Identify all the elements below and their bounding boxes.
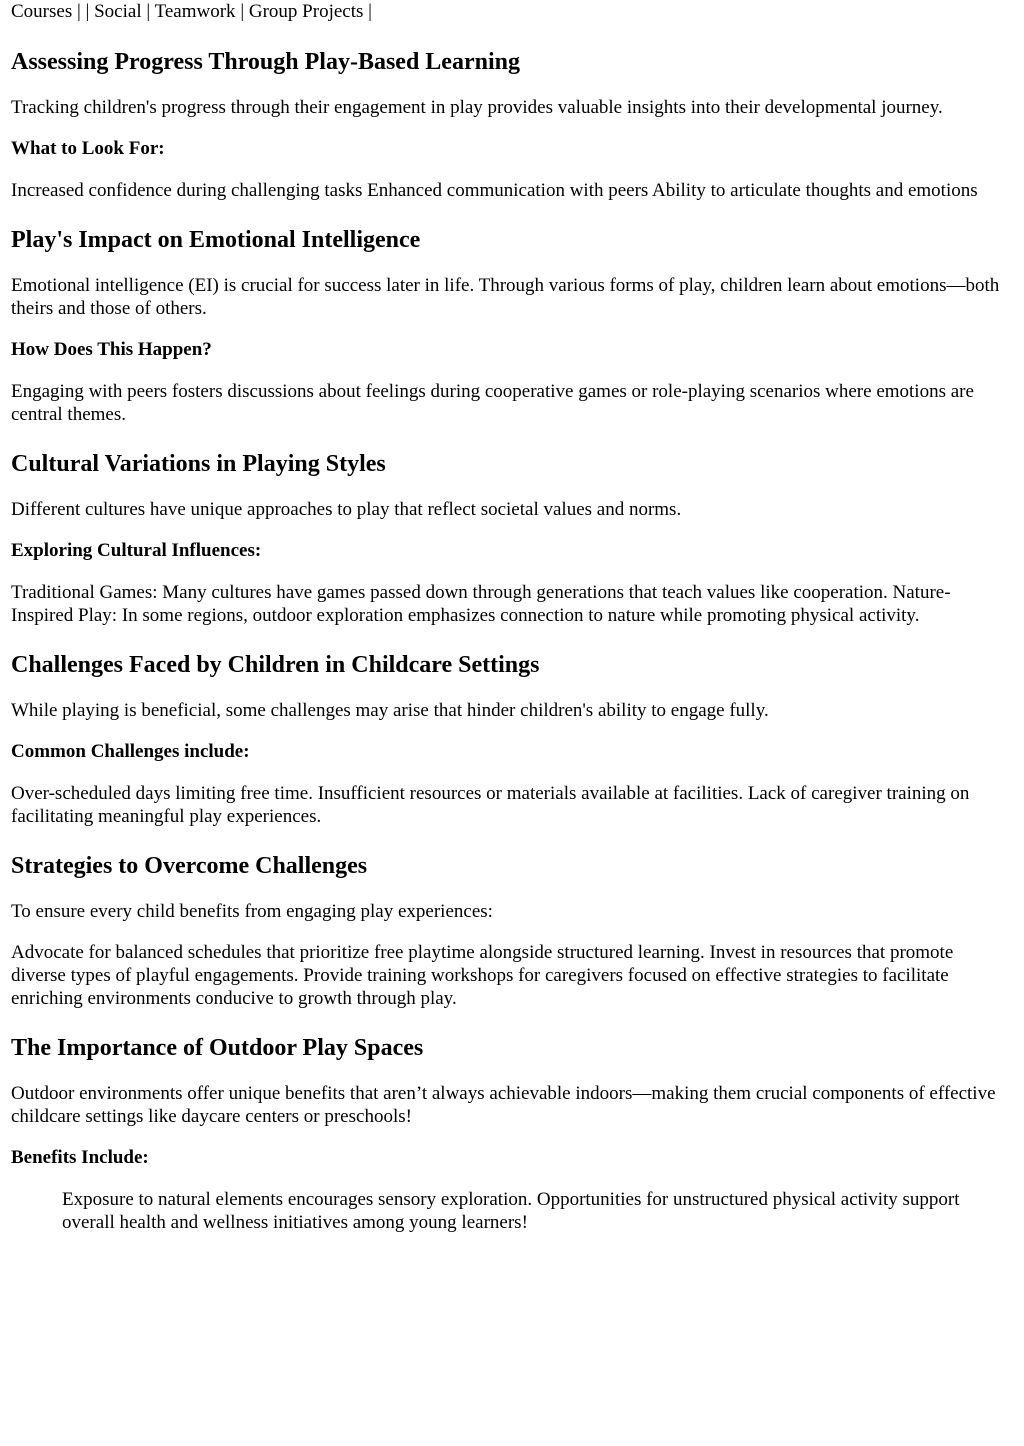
section-intro: Tracking children's progress through their engagement in play provides valuable insights into their developmental journey. (11, 97, 943, 118)
breadcrumb-separator: | (235, 1, 249, 22)
section-subheading: Exploring Cultural Influences: (11, 540, 262, 561)
section-body: Engaging with peers fosters discussions about feelings during cooperative games or role-playing scenarios where emotions are central themes. (11, 381, 974, 425)
section-intro: Emotional intelligence (EI) is crucial for success later in life. Through various forms of play, children learn about emotions—both theirs and those of others. (11, 275, 1000, 319)
section-outdoor-play (11, 1034, 1010, 1234)
section-intro: Different cultures have unique approaches to play that reflect societal values and norms. (11, 499, 682, 520)
breadcrumb (11, 0, 1010, 24)
section-challenges (11, 651, 1010, 828)
benefits-quote: Exposure to natural elements encourages sensory exploration. Opportunities for unstructured physical activity support overall health and wellness initiatives among young learners! (62, 1189, 960, 1233)
section-strategies (11, 852, 1010, 1010)
section-heading: Strategies to Overcome Challenges (11, 853, 368, 879)
section-subheading: Benefits Include: (11, 1147, 149, 1168)
breadcrumb-link-teamwork[interactable]: Teamwork (154, 1, 236, 22)
section-body: Advocate for balanced schedules that prioritize free playtime alongside structured learning. Invest in resources that promote diverse types of playful engagements. Provide training workshops for caregivers focused on effective strategies to facilitate enriching environments conducive to growth through play. (11, 942, 954, 1009)
section-subheading: What to Look For: (11, 138, 165, 159)
breadcrumb-separator: | (141, 1, 155, 22)
section-heading: Assessing Progress Through Play-Based Learning (11, 49, 520, 75)
section-intro: While playing is beneficial, some challenges may arise that hinder children's ability to engage fully. (11, 700, 769, 721)
section-heading: Challenges Faced by Children in Childcare Settings (11, 652, 540, 678)
section-body: Increased confidence during challenging tasks Enhanced communication with peers Ability to articulate thoughts and emotions (11, 180, 978, 201)
section-cultural-variations (11, 450, 1010, 627)
section-intro: Outdoor environments offer unique benefits that aren’t always achievable indoors—making them crucial components of effective childcare settings like daycare centers or preschools! (11, 1083, 996, 1127)
section-emotional-intelligence (11, 226, 1010, 426)
section-body: Over-scheduled days limiting free time. Insufficient resources or materials available at facilities. Lack of caregiver training on facilitating meaningful play experiences. (11, 783, 970, 827)
section-heading: Cultural Variations in Playing Styles (11, 451, 386, 477)
section-assessing-progress (11, 48, 1010, 202)
section-heading: Play's Impact on Emotional Intelligence (11, 227, 421, 253)
breadcrumb-link-social[interactable]: Social (94, 1, 142, 22)
breadcrumb-link-group-projects[interactable]: Group Projects (248, 1, 364, 22)
section-subheading: How Does This Happen? (11, 339, 212, 360)
breadcrumb-link-courses[interactable]: Courses (11, 1, 73, 22)
section-intro: To ensure every child benefits from engaging play experiences: (11, 901, 493, 922)
breadcrumb-separator: | (72, 1, 86, 22)
section-body: Traditional Games: Many cultures have games passed down through generations that teach values like cooperation. Nature-Inspired Play: In some regions, outdoor exploration emphasizes connection to nature while promoting physical activity. (11, 582, 951, 626)
section-subheading: Common Challenges include: (11, 741, 250, 762)
breadcrumb-separator: | (85, 1, 95, 22)
breadcrumb-separator: | (363, 1, 372, 22)
section-heading: The Importance of Outdoor Play Spaces (11, 1035, 424, 1061)
